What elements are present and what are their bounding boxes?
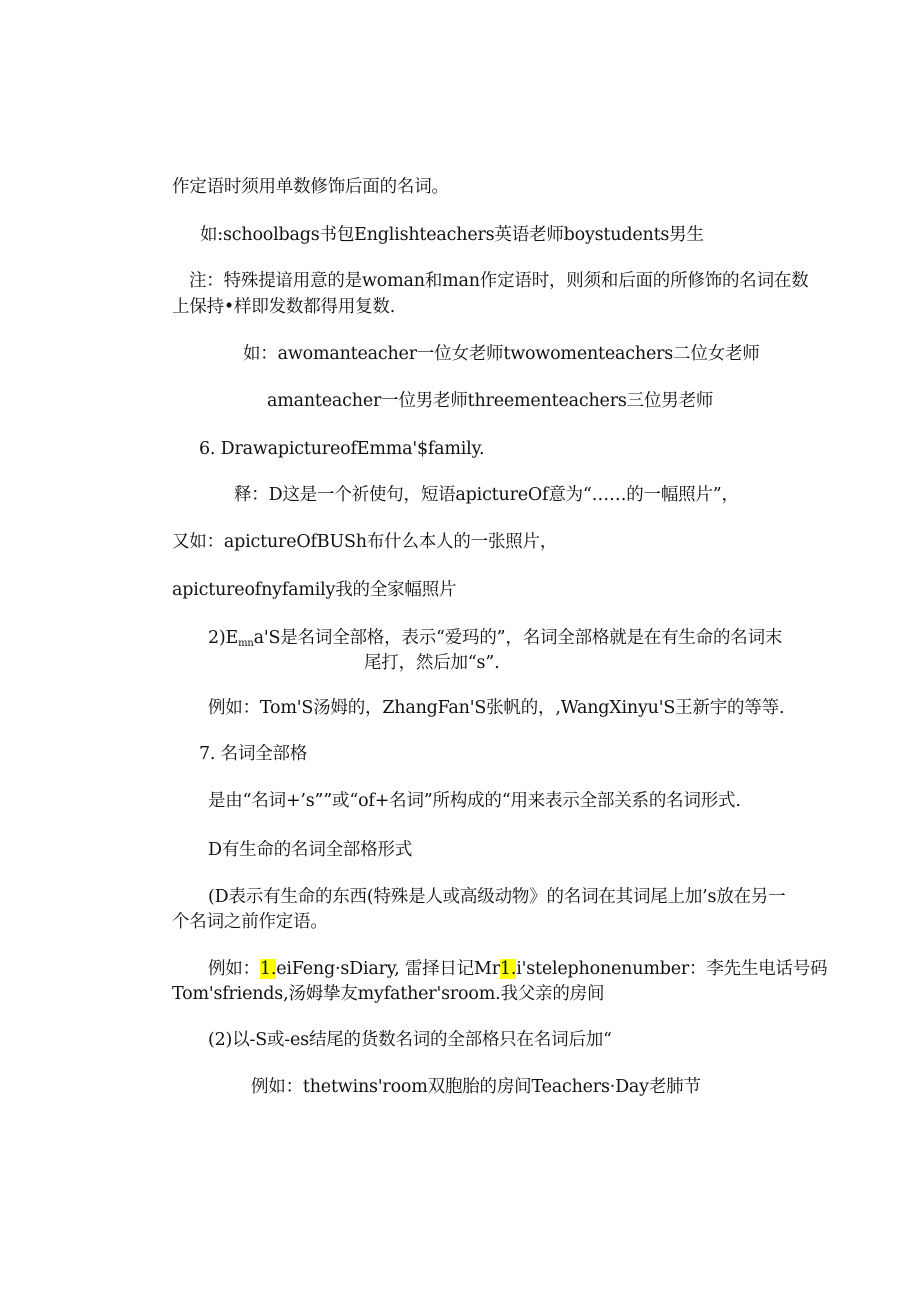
section-heading: D有生命的名词全部格形式 (208, 840, 413, 860)
text-run: 例如： (208, 959, 260, 979)
highlighted-text: 1. (259, 959, 277, 979)
paragraph-line: 尾打，然后加“s”. (364, 653, 500, 673)
paragraph-line: amanteacher一位男老师threementeachers三位男老师 (267, 391, 714, 411)
paragraph-line: Tom'sfriends,汤姆挚友myfather'sroom.我父亲的房间 (172, 984, 605, 1004)
paragraph-line: 上保持•样即发数都得用复数. (172, 297, 396, 317)
paragraph-line: 注：特殊提谙用意的是woman和man作定语时，则须和后面的所修饰的名词在数 (189, 271, 809, 291)
paragraph-line: 如:schoolbags书包Englishteachers英语老师boystudents男生 (200, 225, 704, 245)
numbered-item: 7. 名词全部格 (199, 744, 308, 764)
paragraph-line (208, 627, 782, 655)
paragraph-line: (D表示有生命的东西(特殊是人或高级动物》的名词在其词尾上加’s放在另一 (208, 887, 786, 907)
paragraph-line: 例如：Tom'S汤姆的，ZhangFan'S张帆的，,WangXinyu'S王新宇的等等. (208, 698, 785, 718)
text-run: 2)E (208, 628, 239, 648)
paragraph-line: (2)以-S或-es结尾的货数名词的全部格只在名词后加“ (208, 1030, 612, 1050)
paragraph-line: 是由“名词+’s””或“of+名词”所构成的“用来表示全部关系的名词形式. (208, 791, 741, 811)
paragraph-line: 例如：thetwins'room双胞胎的房间Teachers·Day老肺节 (251, 1077, 701, 1097)
paragraph-line: 作定语时须用单数修饰后面的名词。 (172, 177, 449, 197)
paragraph-line (208, 958, 827, 980)
paragraph-line: 释：D这是一个祈使句，短语apictureOf意为“……的一幅照片”， (234, 485, 739, 505)
highlighted-text: 1. (499, 959, 517, 979)
paragraph-line: 个名词之前作定语。 (172, 912, 328, 932)
text-run: eiFeng·sDiary, 雷择日记Mr (276, 959, 500, 979)
paragraph-line: apictureofnyfamily我的全家幅照片 (172, 580, 457, 600)
paragraph-line: 又如：apictureOfBUSh布什么本人的一张照片， (172, 532, 558, 552)
paragraph-line: 如：awomanteacher一位女老师twowomenteachers二位女老师 (243, 344, 760, 364)
text-run: i'stelephonenumber：李先生电话号码 (516, 959, 828, 979)
text-run: a'S是名词全部格，表示“爱玛的”，名词全部格就是在有生命的名词末 (253, 628, 783, 648)
numbered-item: 6. DrawapictureofEmma'$family. (199, 439, 485, 459)
subscript-text: mn (238, 638, 254, 649)
